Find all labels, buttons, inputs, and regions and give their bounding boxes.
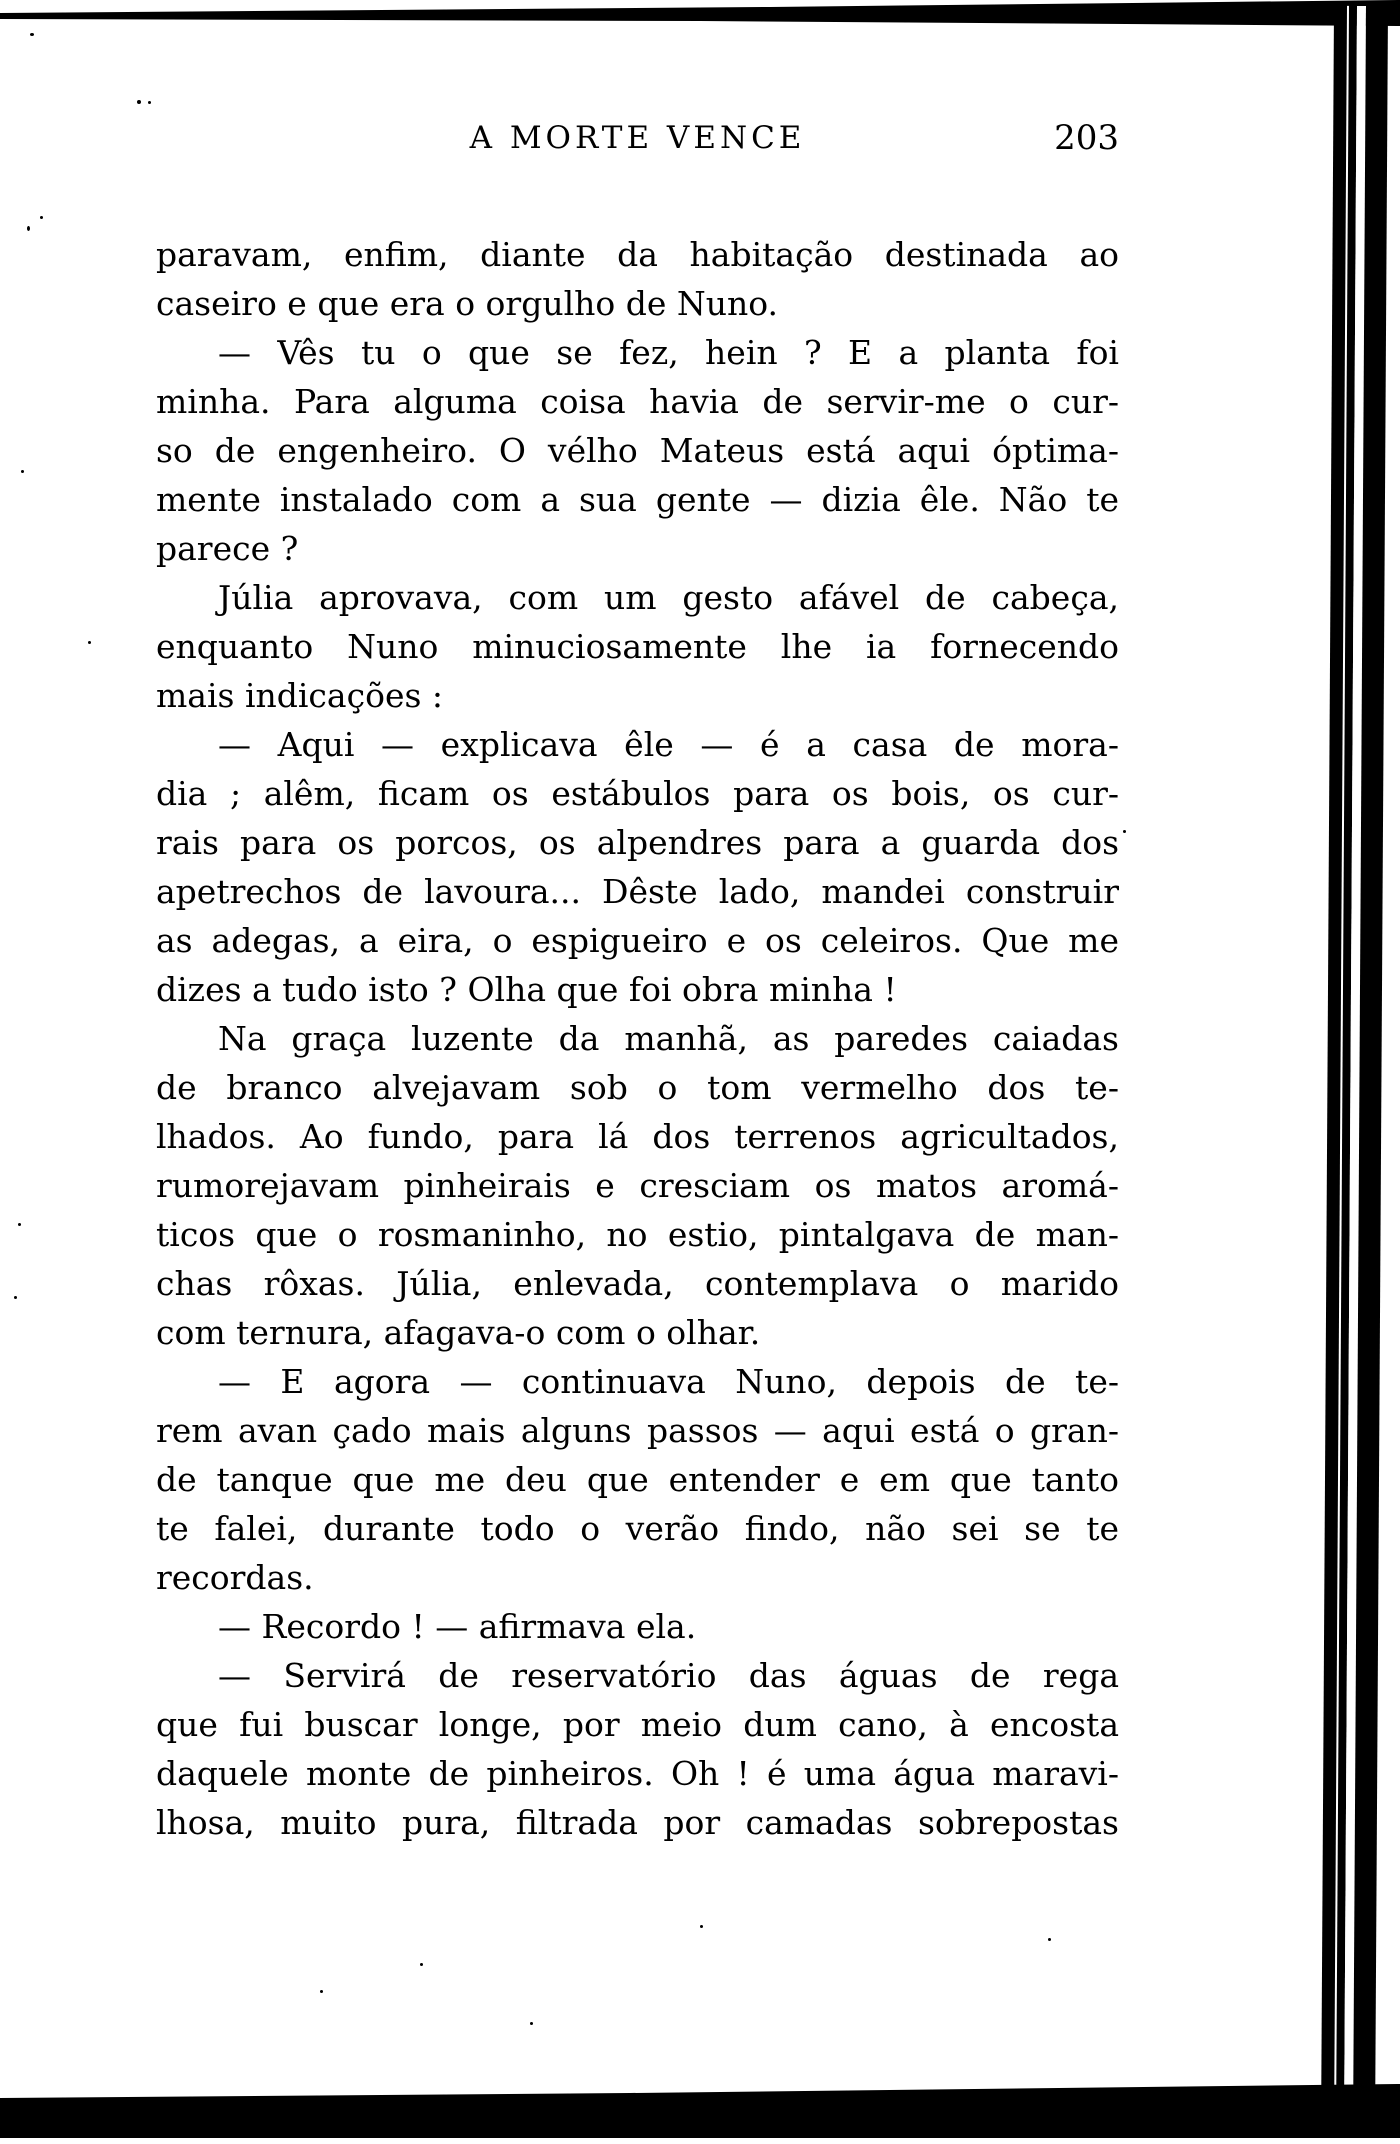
text-line: Júlia aprovava, com um gesto afável de cabeça, [218, 578, 1119, 617]
scan-speck [30, 33, 34, 36]
scan-speck [320, 1990, 323, 1993]
scan-speck [40, 216, 43, 219]
text-line: te falei, durante todo o verão findo, não sei se te [156, 1509, 1119, 1548]
text-line: caseiro e que era o orgulho de Nuno. [156, 284, 779, 323]
scan-speck [1048, 1938, 1051, 1941]
text-line: daquele monte de pinheiros. Oh ! é uma água maravi- [156, 1754, 1119, 1793]
scan-speck [420, 1963, 423, 1966]
text-line: as adegas, a eira, o espigueiro e os celeiros. Que me [156, 921, 1119, 960]
scan-speck [88, 641, 91, 644]
scan-speck [27, 226, 30, 231]
text-line: que fui buscar longe, por meio dum cano, à encosta [156, 1705, 1119, 1744]
text-line: dia ; alêm, ficam os estábulos para os bois, os cur- [156, 774, 1119, 813]
text-line: rumorejavam pinheirais e cresciam os matos aromá- [156, 1166, 1119, 1205]
text-line: chas rôxas. Júlia, enlevada, contemplava o marido [156, 1264, 1119, 1303]
text-block [156, 230, 1119, 1847]
text-line: minha. Para alguma coisa havia de servir-me o cur- [156, 382, 1119, 421]
text-line: paravam, enfim, diante da habitação destinada ao [156, 235, 1119, 274]
text-line: dizes a tudo isto ? Olha que foi obra minha ! [156, 970, 897, 1009]
scan-speck [148, 101, 151, 104]
text-line: lhosa, muito pura, filtrada por camadas sobrepostas [156, 1803, 1119, 1842]
text-line: mente instalado com a sua gente — dizia êle. Não te [156, 480, 1119, 519]
text-line: — Servirá de reservatório das águas de rega [218, 1656, 1119, 1695]
scan-speck [1123, 830, 1126, 833]
scan-edge-right-bars [1317, 6, 1400, 2131]
scan-speck [21, 470, 24, 473]
text-line: rais para os porcos, os alpendres para a guarda dos [156, 823, 1119, 862]
text-line: ticos que o rosmaninho, no estio, pintalgava de man- [156, 1215, 1119, 1254]
scan-speck [137, 100, 141, 104]
scan-speck [530, 2022, 533, 2025]
page-number: 203 [1054, 118, 1119, 158]
text-line: — Vês tu o que se fez, hein ? E a planta foi [218, 333, 1119, 372]
scan-edge-bottom-bar [0, 2082, 1400, 2138]
text-line: — Aqui — explicava êle — é a casa de mora- [218, 725, 1119, 764]
text-line: de branco alvejavam sob o tom vermelho dos te- [156, 1068, 1119, 1107]
text-line: apetrechos de lavoura... Dêste lado, mandei construir [156, 872, 1119, 911]
text-line: recordas. [156, 1558, 314, 1597]
scan-speck [18, 1223, 21, 1226]
text-line: enquanto Nuno minuciosamente lhe ia fornecendo [156, 627, 1119, 666]
text-line: mais indicações : [156, 676, 444, 715]
text-line: rem avan çado mais alguns passos — aqui está o gran- [156, 1411, 1119, 1450]
text-line: — E agora — continuava Nuno, depois de te- [218, 1362, 1119, 1401]
text-line: lhados. Ao fundo, para lá dos terrenos agricultados, [156, 1117, 1119, 1156]
page-title: A MORTE VENCE [469, 120, 806, 156]
text-line: — Recordo ! — afirmava ela. [218, 1607, 697, 1646]
scan-speck [700, 1925, 703, 1928]
scan-edge-top-bar [0, 0, 1400, 30]
scan-speck [14, 1296, 17, 1299]
text-line: so de engenheiro. O vélho Mateus está aqui óptima- [156, 431, 1119, 470]
text-line: parece ? [156, 529, 299, 568]
text-line: com ternura, afagava-o com o olhar. [156, 1313, 761, 1352]
text-line: de tanque que me deu que entender e em que tanto [156, 1460, 1119, 1499]
running-head [156, 118, 1119, 158]
text-line: Na graça luzente da manhã, as paredes caiadas [218, 1019, 1119, 1058]
